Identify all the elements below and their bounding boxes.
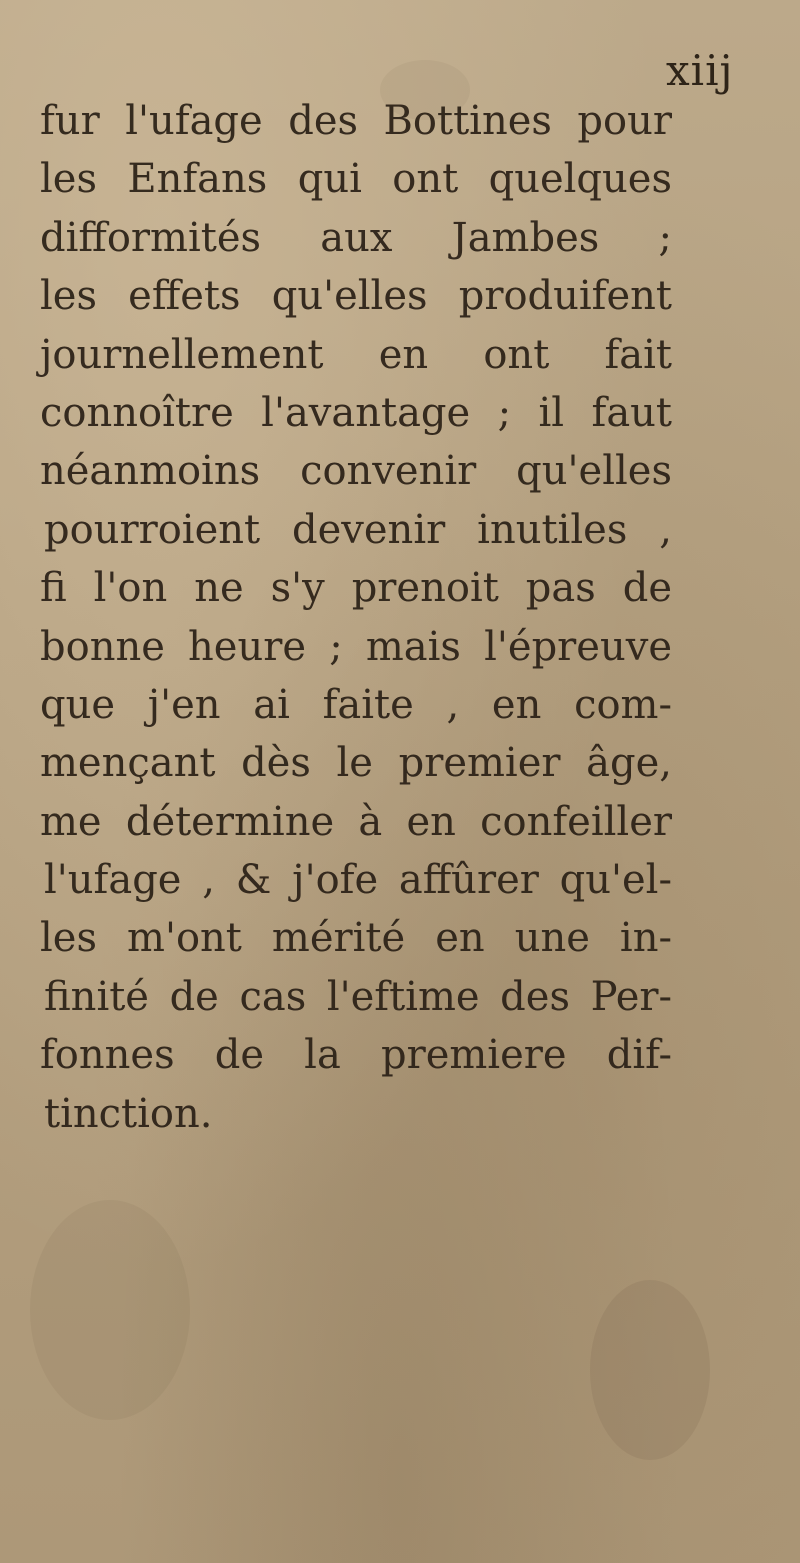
page-number-header: xiij (666, 46, 734, 95)
text-line: finité de cas l'eftime des Per- (44, 973, 672, 1020)
text-line: les effets qu'elles produifent (40, 273, 672, 320)
text-line: fur l'ufage des Bottines pour (40, 98, 672, 144)
text-line: bonne heure ; mais l'épreuve (40, 623, 672, 670)
text-line: pourroient devenir inutiles , (44, 506, 672, 553)
text-line: les Enfans qui ont quelques (40, 156, 672, 203)
text-line: mençant dès le premier âge, (40, 740, 672, 787)
paper-stain (30, 1200, 190, 1420)
text-line: tinction. (44, 1090, 213, 1137)
text-line: fonnes de la premiere dif- (40, 1032, 672, 1079)
body-text (40, 92, 672, 1143)
text-line: difformités aux Jambes ; (40, 214, 672, 261)
text-line: l'ufage , & j'ofe affûrer qu'el- (44, 857, 672, 904)
text-line: me détermine à en confeiller (40, 798, 672, 845)
text-line: néanmoins convenir qu'elles (40, 448, 672, 495)
text-line: que j'en ai faite , en com- (40, 681, 672, 728)
paper-stain (590, 1280, 710, 1460)
text-line: les m'ont mérité en une in- (40, 915, 672, 962)
text-line: fi l'on ne s'y prenoit pas de (40, 565, 672, 612)
text-line: connoître l'avantage ; il faut (40, 389, 672, 436)
text-line: journellement en ont fait (40, 331, 672, 378)
